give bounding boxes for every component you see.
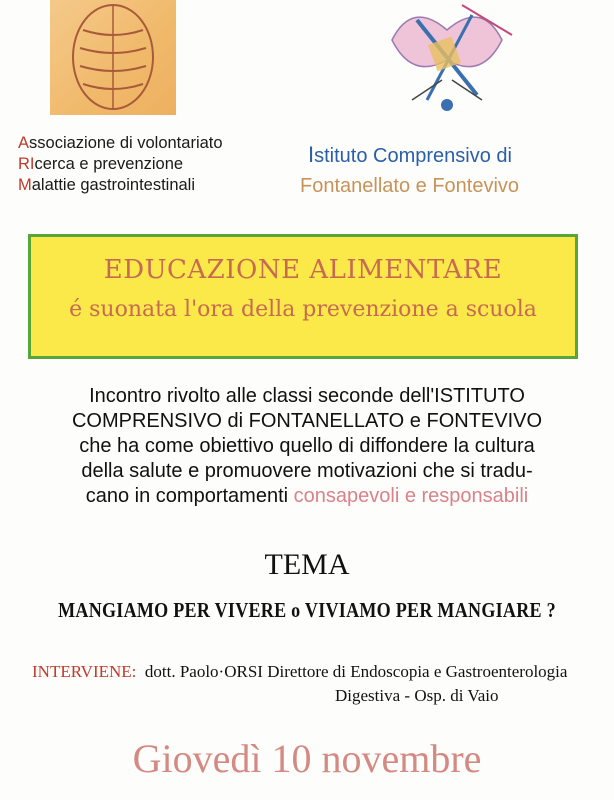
intro-line-1: Incontro rivolto alle classi seconde dell'ISTITUTO	[89, 385, 525, 407]
institute-logo-art-icon	[372, 0, 522, 130]
event-date: Giovedì 10 novembre	[132, 736, 482, 781]
intro-line-5: cano in comportamenti consapevoli e responsabili	[85, 485, 529, 507]
tema-label: TEMA	[264, 548, 350, 581]
institute-logo	[372, 0, 522, 130]
intro-line-3: che ha come obiettivo quello di diffondere la cultura	[79, 435, 535, 457]
speaker-line-1: INTERVIENE: dott. Paolo·ORSI Direttore di Endoscopia e Gastroenterologia	[32, 662, 568, 681]
banner-title: EDUCAZIONE ALIMENTARE	[103, 255, 503, 285]
association-line-3: Malattie gastrointestinali	[18, 176, 196, 194]
speaker-info	[32, 660, 592, 708]
association-name	[18, 133, 223, 196]
association-logo	[50, 0, 176, 115]
association-line-2: RIcerca e prevenzione	[18, 155, 184, 173]
speaker-label: INTERVIENE:	[32, 662, 137, 681]
institute-line-1: Istituto Comprensivo di	[308, 142, 512, 167]
intro-line-2: COMPRENSIVO di FONTANELLATO e FONTEVIVO	[71, 410, 543, 432]
intro-highlight: consapevoli e responsabili	[293, 485, 529, 507]
institute-name	[300, 140, 600, 201]
title-banner	[28, 234, 578, 359]
institute-line-2: Fontanellato e Fontevivo	[300, 175, 520, 197]
association-logo-emblem-icon	[50, 0, 176, 115]
intro-text	[20, 384, 594, 509]
banner-subtitle: é suonata l'ora della prevenzione a scuola	[69, 297, 537, 322]
intro-line-4: della salute e promuovere motivazioni che si tradu-	[81, 460, 533, 482]
association-line-1: Associazione di volontariato	[18, 134, 223, 152]
speaker-line-2: Digestiva - Osp. di Vaio	[335, 686, 499, 705]
tema-headline: MANGIAMO PER VIVERE o VIVIAMO PER MANGIARE ?	[58, 598, 556, 622]
